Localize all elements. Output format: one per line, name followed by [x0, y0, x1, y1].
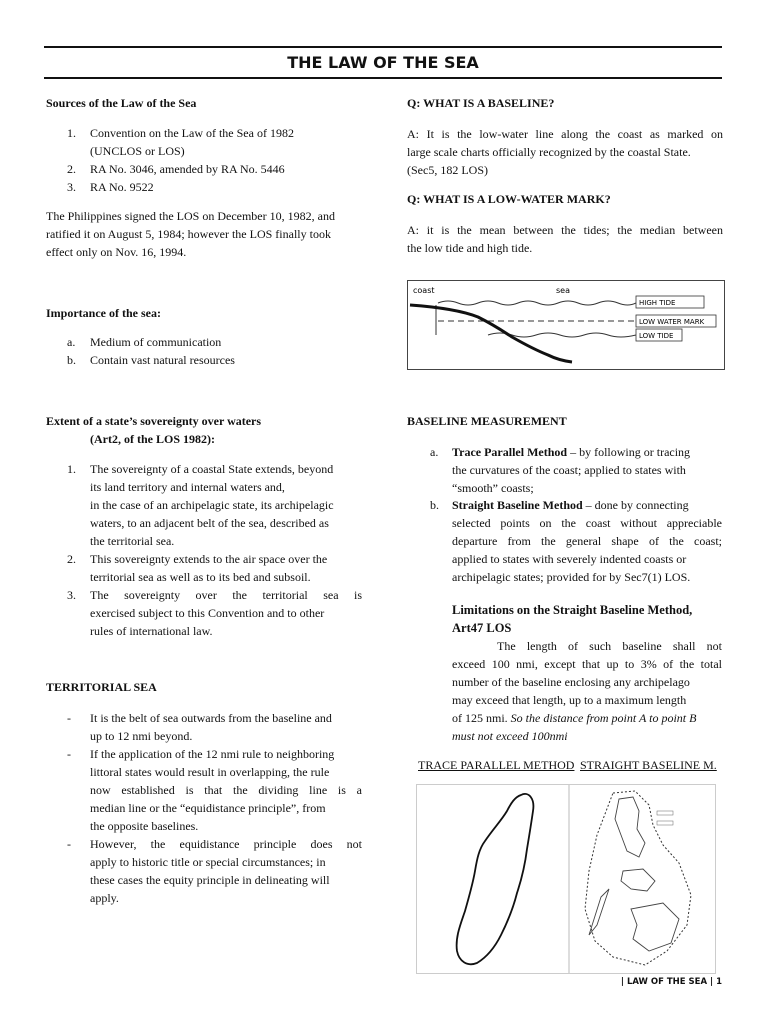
text-line: large scale charts officially recognized by the coastal State. [407, 145, 691, 159]
method-line: selected points on the coast without appreciable [452, 516, 722, 530]
list-item: Convention on the Law of the Sea of 1982 [90, 126, 294, 140]
text-line: The Philippines signed the LOS on December 10, 1982, and [46, 209, 335, 223]
list-line: the opposite baselines. [90, 819, 199, 833]
list-item: RA No. 9522 [90, 180, 154, 194]
list-line: up to 12 nmi beyond. [90, 729, 193, 743]
list-item: Contain vast natural resources [90, 353, 235, 367]
list-dash: - [67, 837, 71, 851]
text-line: effect only on Nov. 16, 1994. [46, 245, 187, 259]
limitations-heading-sub: Art47 LOS [452, 621, 512, 635]
list-line: median line or the “equidistance principle”, from [90, 801, 326, 815]
high-tide-label: HIGH TIDE [639, 299, 676, 307]
caption-trace: TRACE PARALLEL METHOD [418, 758, 575, 772]
method-line: departure from the general shape of the coast; [452, 534, 722, 548]
limit-italic: So the distance from point A to point B [510, 711, 697, 725]
island-visayas [621, 869, 655, 891]
text-line: the low tide and high tide. [407, 241, 533, 255]
method-line: “smooth” coasts; [452, 481, 534, 495]
method-line: applied to states with severely indented coasts or [452, 552, 687, 566]
list-dash: - [67, 747, 71, 761]
list-number: 1. [67, 462, 76, 476]
list-number: 1. [67, 126, 76, 140]
page-footer: | LAW OF THE SEA | 1 [620, 977, 722, 987]
caption-straight: STRAIGHT BASELINE M. [580, 758, 717, 772]
list-number: 2. [67, 162, 76, 176]
list-line: the territorial sea. [90, 534, 175, 548]
text-line: may exceed that length, up to a maximum length [452, 693, 687, 707]
list-line: now established is that the dividing line is a [90, 783, 362, 797]
list-number: 3. [67, 588, 76, 602]
text-line: exceed 100 nmi, except that up to 3% of the total [452, 657, 722, 671]
list-letter: b. [67, 353, 76, 367]
legend-box [657, 811, 673, 815]
list-line: territorial sea as well as to its bed and subsoil. [90, 570, 311, 584]
list-letter: a. [430, 445, 439, 459]
method-desc: – done by connecting [582, 498, 689, 512]
list-line: The sovereignty of a coastal State extends, beyond [90, 462, 334, 476]
island-palawan [589, 889, 609, 935]
list-number: 3. [67, 180, 76, 194]
text-line: A: It is the low-water line along the coast as marked on [407, 127, 723, 141]
method-line: the curvatures of the coast; applied to states with [452, 463, 686, 477]
extent-heading: Extent of a state’s sovereignty over waters [46, 414, 262, 428]
list-line: littoral states would result in overlapping, the rule [90, 765, 330, 779]
text-line-italic: must not exceed 100nmi [452, 729, 568, 743]
list-item-cont: (UNCLOS or LOS) [90, 144, 185, 158]
extent-heading-sub: (Art2, of the LOS 1982): [90, 432, 215, 446]
list-line: The sovereignty over the territorial sea is [90, 588, 362, 602]
maps-svg [417, 785, 715, 973]
list-dash: - [67, 711, 71, 725]
tide-diagram-svg [408, 281, 724, 369]
method-line [452, 443, 722, 461]
page-title: THE LAW OF THE SEA [287, 53, 479, 72]
list-line: waters, to an adjacent belt of the sea, described as [90, 516, 329, 530]
method-name: Straight Baseline Method [452, 498, 583, 512]
low-water-question: Q: WHAT IS A LOW-WATER MARK? [407, 192, 611, 206]
list-item: Medium of communication [90, 335, 222, 349]
list-line: in the case of an archipelagic state, its archipelagic [90, 498, 334, 512]
list-letter: a. [67, 335, 76, 349]
limitations-heading: Limitations on the Straight Baseline Method, [452, 603, 693, 617]
importance-heading: Importance of the sea: [46, 306, 161, 320]
method-line [452, 496, 722, 514]
limit-last: of 125 nmi. [452, 711, 508, 725]
list-number: 2. [67, 552, 76, 566]
text-line: number of the baseline enclosing any archipelago [452, 675, 690, 689]
trace-parallel-island [457, 794, 534, 964]
sources-heading: Sources of the Law of the Sea [46, 96, 197, 110]
low-water-label: LOW WATER MARK [639, 318, 705, 326]
text-line: The length of such baseline shall not [497, 639, 722, 653]
top-rule [44, 46, 722, 48]
island-luzon [615, 797, 645, 857]
list-line: apply. [90, 891, 119, 905]
text-line: (Sec5, 182 LOS) [407, 163, 488, 177]
list-letter: b. [430, 498, 439, 512]
method-line: archipelagic states; provided for by Sec7(1) LOS. [452, 570, 691, 584]
list-line: exercised subject to this Convention and to other [90, 606, 325, 620]
method-name: Trace Parallel Method [452, 445, 568, 459]
legend-box [657, 821, 673, 825]
tide-diagram [407, 280, 725, 370]
text-line: A: it is the mean between the tides; the median between [407, 223, 723, 237]
baseline-measurement-heading: BASELINE MEASUREMENT [407, 414, 567, 428]
high-tide-wave [438, 301, 636, 305]
list-line: apply to historic title or special circumstances; in [90, 855, 326, 869]
text-line [452, 709, 696, 727]
text-line: ratified it on August 5, 1984; however the LOS finally took [46, 227, 331, 241]
list-line: rules of international law. [90, 624, 213, 638]
list-line: these cases the equity principle in delineating will [90, 873, 330, 887]
title-rule [44, 77, 722, 79]
list-line: If the application of the 12 nmi rule to neighboring [90, 747, 335, 761]
coast-label: coast [413, 286, 435, 295]
list-line: However, the equidistance principle does not [90, 837, 362, 851]
list-line: It is the belt of sea outwards from the baseline and [90, 711, 332, 725]
territorial-heading: TERRITORIAL SEA [46, 680, 157, 694]
method-desc: – by following or tracing [567, 445, 691, 459]
sea-label: sea [556, 286, 570, 295]
list-line: This sovereignty extends to the air space over the [90, 552, 328, 566]
list-line: its land territory and internal waters and, [90, 480, 285, 494]
low-tide-label: LOW TIDE [639, 332, 674, 340]
island-mindanao [631, 903, 679, 951]
baseline-maps [416, 784, 716, 974]
baseline-question: Q: WHAT IS A BASELINE? [407, 96, 555, 110]
list-item: RA No. 3046, amended by RA No. 5446 [90, 162, 285, 176]
